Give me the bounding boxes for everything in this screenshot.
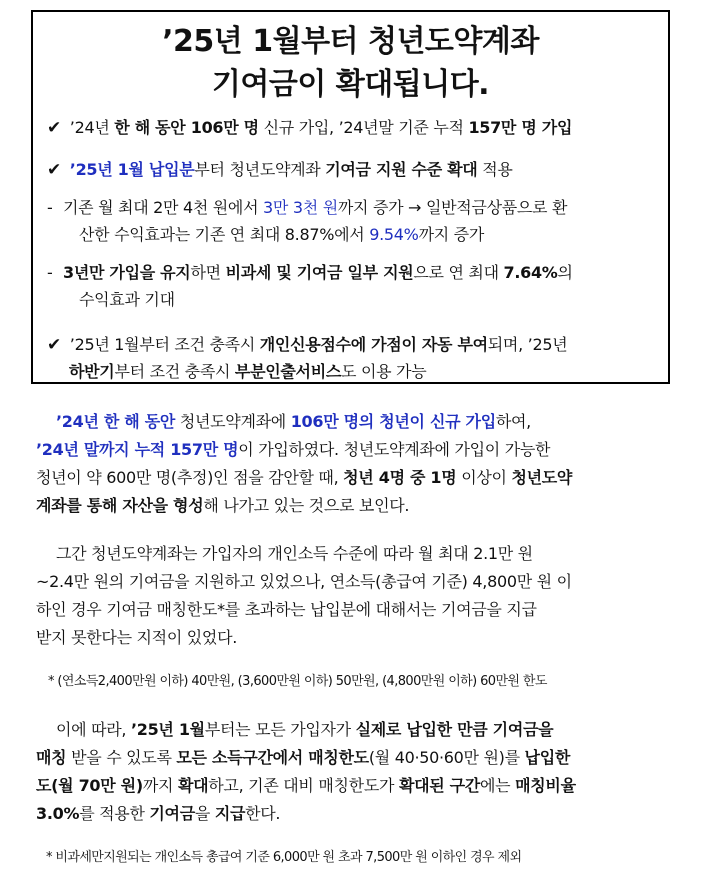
check-icon: ✔ (47, 160, 61, 180)
text: 을 (194, 804, 215, 823)
text-bold: 157만 명 가입 (468, 118, 573, 137)
title-line-2: 기여금이 확대됩니다. (211, 67, 490, 102)
text-blue: ’25년 1월 납입분 (69, 160, 195, 179)
text-bold: 확대된 구간 (398, 776, 480, 795)
text: 까지 증가 (418, 225, 484, 244)
text-bold: 모든 소득구간에서 매칭한도 (176, 748, 369, 767)
text-bold: 청년 4명 중 1명 (343, 468, 457, 487)
text: 하면 (190, 263, 226, 282)
text: ’25년 1월부터 조건 충족시 (69, 335, 260, 354)
text: 으로 연 최대 (413, 263, 504, 282)
text: 이에 따라, (56, 720, 131, 739)
text: 하여, (495, 412, 531, 431)
paragraph-2 (36, 540, 688, 652)
bullet-item-2 (47, 157, 658, 183)
paragraph-line: ~2.4만 원의 기여금을 지원하고 있었으나, 연소득(총급여 기준) 4,800만 원 이 (36, 572, 572, 591)
bullet-item-3-line-1 (47, 332, 658, 358)
text-bold: 부분인출서비스 (234, 362, 342, 381)
text: 청년이 약 600만 명(추정)인 점을 감안할 때, (36, 468, 344, 487)
text: 부터는 모든 가입자가 (204, 720, 356, 739)
paragraph-line (36, 492, 688, 520)
text-bold: 기여금 (149, 804, 195, 823)
bullet-item-1 (47, 115, 658, 141)
summary-box (31, 10, 670, 384)
text-blue: ’24년 말까지 누적 157만 명 (36, 440, 239, 459)
text-bold: 납입한 (524, 748, 571, 767)
page-title (33, 12, 668, 106)
text: 이상이 (456, 468, 512, 487)
paragraph-line (36, 716, 688, 744)
text-blue: 9.54% (369, 225, 419, 244)
text: 받을 수 있도록 (66, 748, 177, 767)
bullet-item-3-line-2 (47, 359, 658, 385)
text-bold: 도(월 70만 원) (36, 776, 143, 795)
paragraph-line: 하인 경우 기여금 매칭한도*를 초과하는 납입분에 대해서는 기여금을 지급 (36, 600, 537, 619)
sub-item-1-line-2 (47, 222, 658, 248)
sub-item-2-line-1 (47, 260, 658, 286)
text-bold: 계좌를 통해 자산을 형성 (36, 496, 204, 515)
text-bold: ’25년 1월 (130, 720, 205, 739)
paragraph-line (36, 800, 688, 828)
text-bold: 실제로 납입한 만큼 기여금을 (355, 720, 554, 739)
text-bold: 청년도약 (511, 468, 573, 487)
paragraph-line (36, 408, 688, 436)
dash-icon: - (47, 198, 53, 217)
text-bold: 한 해 동안 106만 명 (114, 118, 259, 137)
text: 도 이용 가능 (341, 362, 427, 381)
sub-item-2-line-2 (47, 287, 658, 313)
text: 에는 (480, 776, 516, 795)
text-bold: 비과세 및 기여금 일부 지원 (225, 263, 414, 282)
check-icon: ✔ (47, 335, 61, 355)
text: 까지 (142, 776, 178, 795)
check-icon: ✔ (47, 118, 61, 138)
text: 부터 청년도약계좌 (194, 160, 326, 179)
footnote-2: * 비과세만지원되는 개인소득 총급여 기준 6,000만 원 초과 7,500만 원 이하인 경우 제외 (46, 850, 522, 865)
paragraph-line (36, 436, 688, 464)
text: 되며, ’25년 (487, 335, 568, 354)
text-bold: 3.0% (36, 804, 80, 823)
paragraph-line (36, 744, 688, 772)
title-line-1: ’25년 1월부터 청년도약계좌 (162, 24, 539, 59)
text-blue: 3만 3천 원 (263, 198, 338, 217)
text-bold: 지급 (214, 804, 246, 823)
text-bold: 매칭 (36, 748, 67, 767)
text: 해 나가고 있는 것으로 보인다. (203, 496, 410, 515)
text-bold: 확대 (177, 776, 209, 795)
dash-icon: - (47, 263, 53, 282)
text-blue: ’24년 한 해 동안 (56, 412, 176, 431)
text: (월 40·50·60만 원)를 (368, 748, 525, 767)
text: 수익효과 기대 (79, 290, 175, 309)
text: 이 가입하였다. 청년도약계좌에 가입이 가능한 (238, 440, 551, 459)
text: 적용 (477, 160, 513, 179)
text-blue: 106만 명의 청년이 신규 가입 (290, 412, 496, 431)
text: 부터 조건 충족시 (114, 362, 235, 381)
text: ’24년 (69, 118, 115, 137)
text-bold: 7.64% (503, 263, 558, 282)
text: 의 (557, 263, 573, 282)
text-bold: 기여금 지원 수준 확대 (325, 160, 478, 179)
text: 를 적용한 (79, 804, 150, 823)
text-bold: 하반기 (69, 362, 115, 381)
text: 산한 수익효과는 기존 연 최대 8.87%에서 (79, 225, 370, 244)
text-bold: 개인신용점수에 가점이 자동 부여 (259, 335, 488, 354)
text-bold: 매칭비율 (515, 776, 576, 795)
text: 청년도약계좌에 (175, 412, 291, 431)
text: 하고, 기존 대비 매칭한도가 (208, 776, 399, 795)
text: 까지 증가 → 일반적금상품으로 환 (337, 198, 568, 217)
paragraph-line: 받지 못한다는 지적이 있었다. (36, 628, 238, 647)
footnote-1: * (연소득2,400만원 이하) 40만원, (3,600만원 이하) 50만원, (4,800만원 이하) 60만원 한도 (48, 674, 547, 689)
paragraph-3 (36, 716, 688, 828)
sub-item-1-line-1 (47, 195, 658, 221)
text: 신규 가입, ’24년말 기준 누적 (258, 118, 469, 137)
paragraph-line: 그간 청년도약계좌는 가입자의 개인소득 수준에 따라 월 최대 2.1만 원 (56, 544, 533, 563)
paragraph-line (36, 772, 688, 800)
text: 한다. (245, 804, 281, 823)
text: 기존 월 최대 2만 4천 원에서 (63, 198, 264, 217)
paragraph-1 (36, 408, 688, 520)
paragraph-line (36, 464, 688, 492)
text-bold: 3년만 가입을 유지 (63, 263, 191, 282)
